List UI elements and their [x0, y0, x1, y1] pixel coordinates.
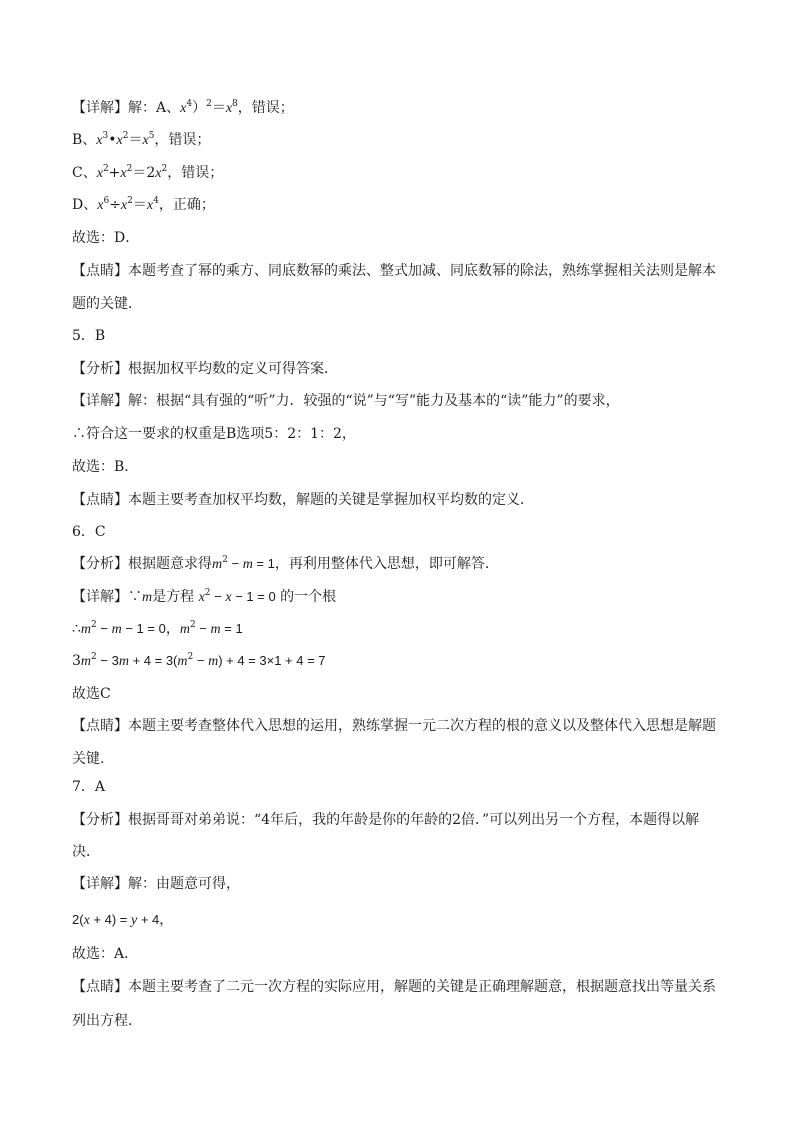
text-run: ，错误；: [237, 100, 294, 116]
superscript: 2: [126, 164, 133, 174]
superscript: 2: [206, 99, 212, 109]
text-line: [72, 944, 732, 964]
text-run: 【分析】根据哥哥对弟弟说：“4年后，我的年龄是你的年龄的2倍．”可以列出另一个方程，本题得以解: [72, 812, 700, 828]
math-variable: m: [208, 654, 219, 669]
text-run: + 4) =: [89, 912, 131, 927]
text-run: ）: [192, 100, 207, 116]
text-run: −: [96, 621, 112, 636]
text-run: C、: [72, 165, 97, 181]
text-run: 7．A: [72, 779, 106, 795]
text-run: ∴: [72, 621, 81, 637]
superscript: 5: [148, 131, 155, 141]
text-line: [72, 716, 732, 736]
text-run: 5．B: [72, 328, 106, 344]
text-run: ，: [165, 621, 180, 637]
superscript: 3: [102, 131, 109, 141]
math-variable: m: [80, 654, 92, 669]
math-variable: x: [96, 166, 103, 181]
math-variable: x: [225, 101, 233, 116]
text-run: •: [108, 132, 117, 148]
text-run: ，再利用整体代入思想，即可解答.: [274, 556, 490, 572]
math-variable: x: [155, 166, 162, 181]
text-run: = 1: [220, 621, 243, 636]
text-line: [72, 1011, 732, 1031]
text-line: [72, 424, 732, 444]
text-run: 故选：B．: [72, 459, 139, 475]
text-run: 故选C: [72, 686, 111, 702]
superscript: 2: [189, 620, 196, 630]
text-run: 题的关键．: [72, 296, 142, 312]
text-line: [72, 810, 732, 830]
text-run: 【分析】根据题意求得: [72, 556, 212, 572]
text-run: 【详解】解：根据“具有强的“听”力．较强的“说”与“写”能力及基本的“读”能力”的要求，: [72, 393, 620, 409]
superscript: 2: [127, 196, 133, 206]
text-run: = 1: [252, 556, 275, 571]
text-run: D、: [72, 197, 98, 213]
superscript: 4: [186, 99, 193, 109]
math-variable: x: [116, 133, 123, 148]
text-run: 【点睛】本题主要考查加权平均数，解题的关键是掌握加权平均数的定义．: [72, 492, 534, 508]
text-run: 是方程: [152, 589, 199, 605]
text-run: ，: [159, 912, 174, 928]
text-run: −: [210, 589, 226, 604]
text-line: [72, 391, 732, 411]
superscript: 4: [153, 196, 159, 206]
math-variable: m: [242, 557, 253, 572]
text-line: [72, 98, 732, 119]
text-run: 决．: [72, 844, 100, 860]
text-run: +: [108, 165, 121, 181]
text-run: ∴符合这一要求的权重是B选项5：2：1：2，: [72, 426, 356, 442]
text-run: 【详解】解：A、: [72, 100, 181, 116]
math-variable: x: [97, 198, 104, 213]
text-run: 【点睛】本题主要考查了二元一次方程的实际应用，解题的关键是正确理解题意，根据题意找出等量关系: [72, 979, 716, 995]
math-variable: x: [83, 913, 90, 928]
text-run: − 3: [96, 653, 119, 668]
text-line: [72, 842, 732, 862]
text-line: [72, 457, 732, 477]
superscript: 2: [222, 555, 228, 565]
text-run: + 4 = 3(: [128, 653, 178, 668]
text-run: − 1 = 0: [121, 621, 166, 636]
math-variable: m: [111, 622, 122, 637]
text-run: ) + 4 = 3×1 + 4 = 7: [218, 653, 326, 668]
text-run: ，正确；: [158, 197, 215, 213]
text-line: [72, 619, 732, 640]
text-run: 【详解】∵: [72, 589, 142, 605]
text-line: [72, 587, 732, 608]
text-line: [72, 130, 732, 151]
math-variable: x: [146, 198, 154, 213]
text-line: [72, 163, 732, 184]
math-variable: y: [130, 913, 138, 928]
superscript: 2: [161, 164, 168, 174]
text-run: 2(: [72, 912, 84, 927]
text-run: −: [227, 556, 243, 571]
text-line: [72, 777, 732, 797]
math-variable: m: [177, 654, 188, 669]
math-variable: x: [120, 166, 127, 181]
text-run: ＝: [128, 132, 143, 148]
math-variable: x: [198, 590, 205, 605]
math-variable: m: [212, 557, 223, 572]
text-run: 关键.: [72, 751, 105, 767]
text-line: [72, 326, 732, 346]
text-line: [72, 490, 732, 510]
text-line: [72, 294, 732, 314]
superscript: 8: [232, 99, 238, 109]
superscript: 2: [122, 131, 129, 141]
math-variable: m: [118, 654, 129, 669]
text-line: [72, 874, 732, 894]
text-run: ＝2: [132, 165, 156, 181]
math-variable: x: [225, 590, 232, 605]
text-line: [72, 910, 732, 931]
superscript: 2: [187, 652, 194, 662]
superscript: 2: [102, 164, 109, 174]
text-run: 6．C: [72, 524, 106, 540]
text-run: −: [195, 621, 211, 636]
text-run: + 4: [137, 912, 160, 927]
math-variable: m: [210, 622, 221, 637]
math-variable: x: [180, 101, 187, 116]
text-run: −: [193, 653, 209, 668]
text-run: 故选：D．: [72, 230, 140, 246]
math-variable: x: [96, 133, 103, 148]
text-run: 【分析】根据加权平均数的定义可得答案．: [72, 361, 338, 377]
text-line: [72, 651, 732, 672]
text-line: [72, 522, 732, 542]
text-run: 【点睛】本题考查了幂的乘方、同底数幂的乘法、整式加减、同底数幂的除法，熟练掌握相关法则是解本: [72, 263, 716, 279]
text-run: 【点睛】本题主要考查整体代入思想的运用，熟练掌握一元二次方程的根的意义以及整体代入思想是解题: [72, 718, 716, 734]
text-line: [72, 195, 732, 216]
text-run: ，错误；: [167, 165, 224, 181]
math-variable: x: [120, 198, 128, 213]
superscript: 2: [204, 588, 211, 598]
text-run: ＝: [132, 197, 147, 213]
text-line: [72, 228, 732, 248]
text-run: − 1 = 0: [231, 589, 276, 604]
superscript: 2: [91, 652, 97, 662]
text-run: B、: [72, 132, 97, 148]
text-run: 3: [72, 653, 81, 669]
math-variable: m: [142, 590, 153, 605]
text-run: ＝: [211, 100, 226, 116]
text-line: [72, 261, 732, 281]
text-line: [72, 684, 732, 704]
math-variable: x: [142, 133, 149, 148]
text-line: [72, 359, 732, 379]
text-line: [72, 554, 732, 575]
math-variable: m: [179, 622, 190, 637]
text-run: 列出方程．: [72, 1013, 142, 1029]
text-run: 故选：A．: [72, 946, 139, 962]
superscript: 2: [91, 620, 97, 630]
text-run: ，错误；: [154, 132, 211, 148]
text-line: [72, 749, 732, 769]
text-run: 的一个根: [275, 589, 337, 605]
text-run: ÷: [109, 197, 121, 213]
superscript: 6: [103, 196, 110, 206]
text-run: 【详解】解：由题意可得，: [72, 876, 240, 892]
text-line: [72, 977, 732, 997]
math-variable: m: [80, 622, 92, 637]
